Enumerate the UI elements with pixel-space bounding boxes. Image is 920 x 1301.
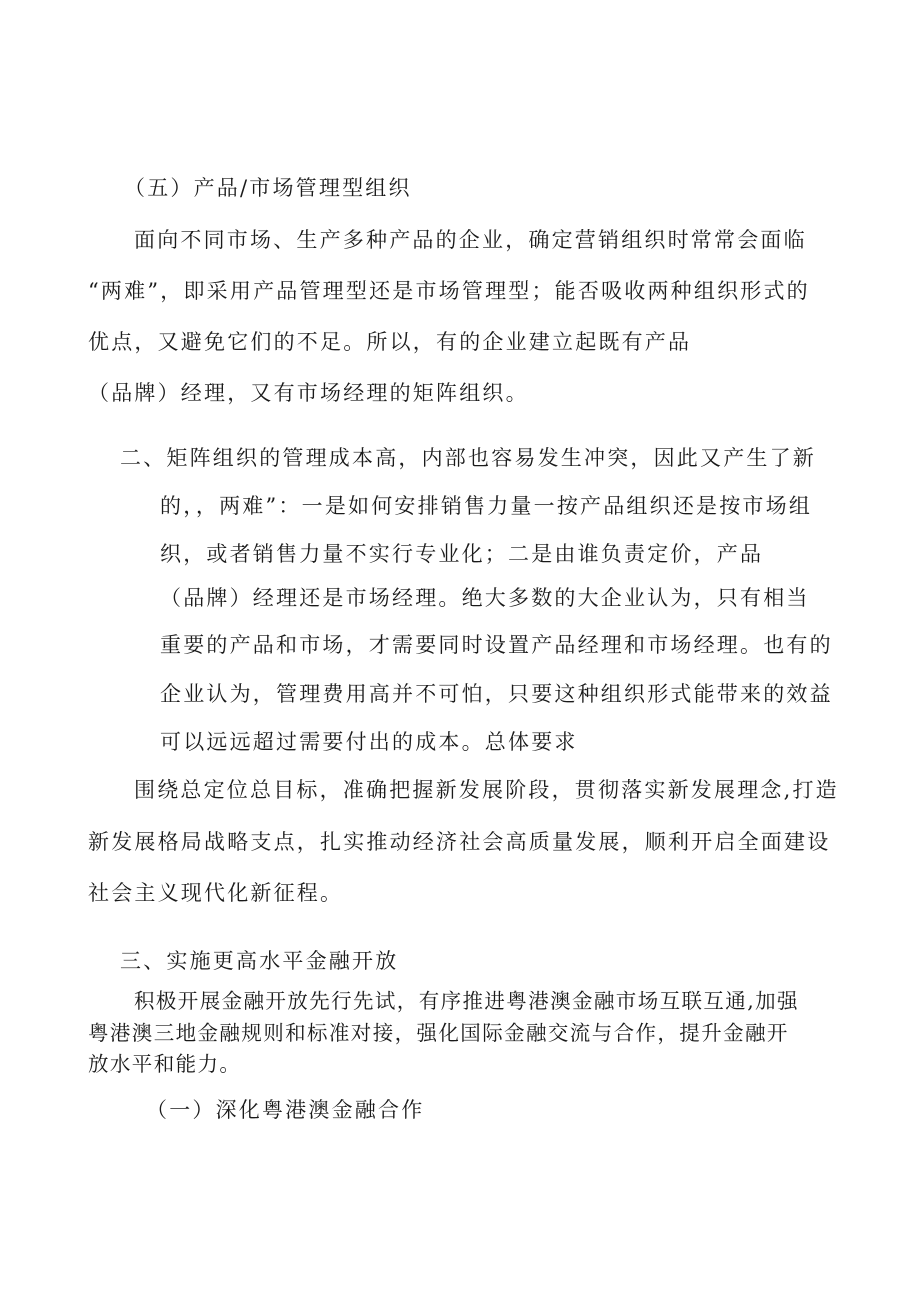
paragraph-line: 优点，又避免它们的不足。所以，有的企业建立起既有产品: [88, 330, 692, 354]
paragraph-line: 企业认为，管理费用高并不可怕，只要这种组织形式能带来的效益: [160, 682, 833, 706]
paragraph-line: 重要的产品和市场，才需要同时设置产品经理和市场经理。也有的: [160, 633, 833, 657]
paragraph-line: 积极开展金融开放先行先试，有序推进粤港澳金融市场互联互通,加强: [134, 989, 799, 1013]
paragraph-line: 二、矩阵组织的管理成本高，内部也容易发生冲突，因此又产生了新: [120, 446, 816, 470]
paragraph-line: （品牌）经理，又有市场经理的矩阵组织。: [88, 381, 529, 405]
paragraph-line: 织，或者销售力量不实行专业化；二是由谁负责定价，产品: [160, 542, 764, 566]
paragraph-line: 放水平和能力。: [88, 1052, 242, 1076]
section-heading: 三、实施更高水平金融开放: [120, 949, 399, 973]
paragraph-line: “两难”，即采用产品管理型还是市场管理型；能否吸收两种组织形式的: [88, 279, 810, 303]
paragraph-line: 粤港澳三地金融规则和标准对接，强化国际金融交流与合作，提升金融开: [88, 1021, 789, 1045]
paragraph-line: 围绕总定位总目标，准确把握新发展阶段，贯彻落实新发展理念,打造: [134, 778, 839, 802]
paragraph-line: （品牌）经理还是市场经理。绝大多数的大企业认为，只有相当: [160, 586, 810, 610]
section-heading: （五）产品/市场管理型组织: [124, 176, 412, 200]
paragraph-line: 新发展格局战略支点，扎实推动经济社会高质量发展，顺利开启全面建设: [88, 830, 831, 854]
subsection-heading: （一）深化粤港澳金融合作: [146, 1098, 425, 1122]
paragraph-line: 可以远远超过需要付出的成本。总体要求: [160, 730, 578, 754]
paragraph-line: 面向不同市场、生产多种产品的企业，确定营销组织时常常会面临: [134, 228, 807, 252]
paragraph-line: 的，，两难”：一是如何安排销售力量一按产品组织还是按市场组: [160, 494, 813, 518]
paragraph-line: 社会主义现代化新征程。: [88, 881, 344, 905]
